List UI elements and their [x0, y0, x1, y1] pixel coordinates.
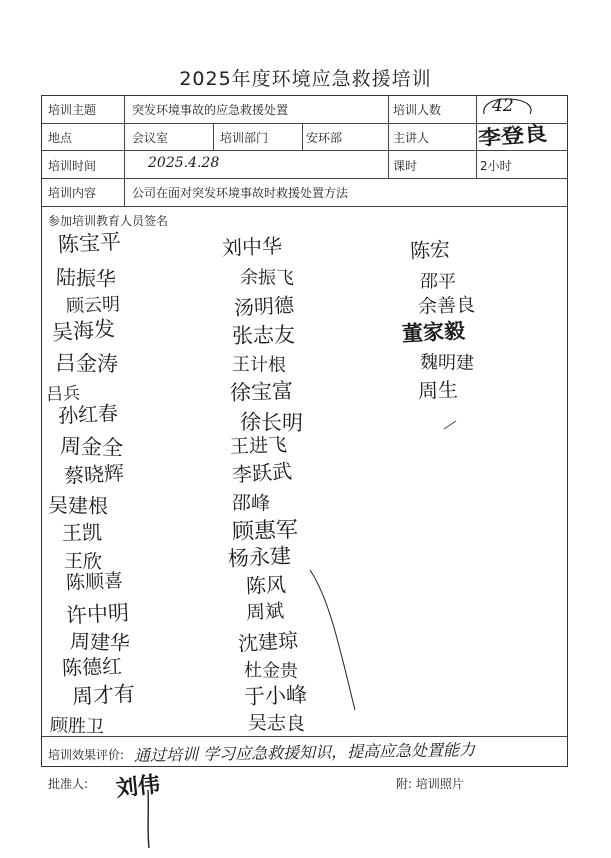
approver-signature: 刘伟: [114, 771, 162, 802]
signature: 孙红春: [57, 400, 119, 428]
signature: 杜金贵: [243, 660, 299, 682]
signature: 邵峰: [231, 492, 271, 515]
signature: 吕兵: [45, 383, 81, 405]
content-label: 培训内容: [48, 186, 97, 200]
signature: 陈德红: [61, 653, 123, 680]
signature: 李跃武: [231, 458, 293, 487]
signature: 许中明: [65, 600, 130, 628]
signature: 王凯: [61, 520, 103, 545]
signature: 王进飞: [229, 434, 288, 458]
signature: 吴海发: [51, 316, 116, 345]
signature: 沈建琼: [237, 627, 299, 656]
attachment-label: 附: 培训照片: [396, 777, 464, 791]
place-label: 地点: [48, 131, 73, 145]
signature: 蔡晓辉: [63, 460, 125, 488]
signature: 吴志良: [247, 712, 306, 735]
ink-stroke: [300, 560, 380, 720]
count-label: 培训人数: [393, 103, 442, 117]
lecturer-label: 主讲人: [393, 131, 430, 145]
approver-label: 批准人:: [48, 777, 89, 791]
evaluation-value: 通过培训 学习应急救援知识，提高应急处置能力: [133, 740, 476, 765]
signature: 周才有: [71, 681, 136, 709]
signature: 吕金涛: [54, 351, 119, 377]
signature: 于小峰: [243, 682, 308, 709]
signature: 陈顺喜: [65, 570, 124, 594]
signature: 余振飞: [239, 267, 295, 289]
ink-mark: [440, 415, 470, 435]
hours-label: 课时: [393, 159, 418, 173]
signature: 邵平: [419, 271, 457, 293]
signature: 顾胜卫: [49, 715, 105, 738]
signature: 陈宝平: [57, 229, 122, 257]
page-title: 2025年度环境应急救援培训: [179, 68, 432, 90]
dept-label: 培训部门: [220, 131, 269, 145]
place-value: 会议室: [132, 131, 169, 145]
topic-label: 培训主题: [48, 103, 97, 117]
hours-value: 2小时: [480, 159, 512, 173]
time-label: 培训时间: [48, 159, 97, 173]
signature: 刘中华: [221, 233, 283, 260]
count-circle-mark: [480, 96, 540, 120]
signature: 周斌: [245, 600, 285, 624]
signature: 张志友: [231, 322, 296, 348]
signature: 周生: [417, 377, 459, 403]
ink-stroke: [140, 790, 160, 850]
signature: 徐宝富: [229, 378, 294, 405]
time-value: 2025.4.28: [148, 155, 220, 171]
count-value: 42: [492, 96, 514, 116]
signature: 陆振华: [55, 265, 117, 292]
signature: 王欣: [63, 550, 103, 574]
signature: 陈宏: [409, 236, 451, 263]
signature: 王计根: [231, 354, 287, 376]
signature: 汤明德: [233, 292, 295, 320]
signature: 吴建根: [47, 493, 109, 519]
signature: 杨永建: [227, 543, 292, 571]
signature: 董家毅: [401, 317, 466, 346]
signature: 周建华: [69, 629, 131, 656]
signature: 顾惠军: [231, 517, 299, 545]
signature: 徐长明: [239, 410, 304, 436]
dept-value: 安环部: [306, 131, 343, 145]
content-value: 公司在面对突发环境事故时救援处置方法: [132, 186, 349, 200]
topic-value: 突发环境事故的应急救援处置: [132, 103, 289, 117]
signature: 余善良: [417, 294, 476, 318]
signature: 周金全: [59, 434, 124, 461]
lecturer-signature: 李登良: [477, 121, 548, 150]
evaluation-label: 培训效果评价:: [48, 748, 125, 762]
signature: 魏明建: [419, 352, 475, 374]
signature: 顾云明: [65, 294, 121, 317]
signature: 陈风: [245, 572, 287, 598]
signin-label: 参加培训教育人员签名: [48, 214, 169, 228]
